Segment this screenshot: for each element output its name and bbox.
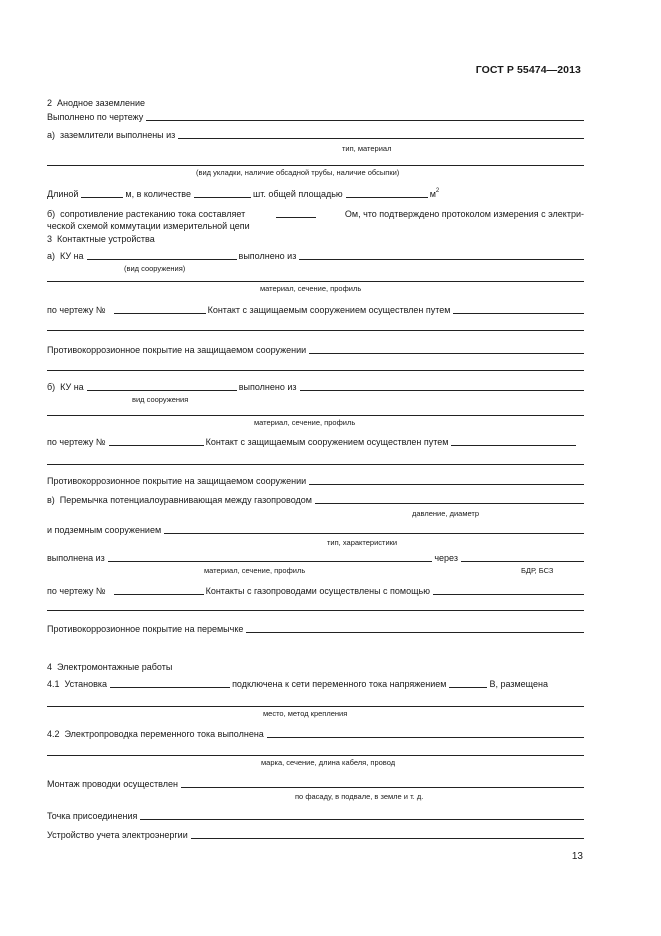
- ku-b-coating-row: Противокоррозионное покрытие на защищаемом сооружении: [47, 474, 584, 487]
- drawing-field-row: Выполнено по чертежу: [47, 110, 584, 123]
- jumper-material-row: выполнена из через: [47, 551, 584, 564]
- ku-b-material-line[interactable]: [47, 415, 584, 416]
- connection-row: Точка присоединения: [47, 809, 584, 822]
- ku-a-row: а) КУ на выполнено из: [47, 249, 584, 262]
- mount-field[interactable]: [181, 787, 584, 788]
- section-4-title: 4 Электромонтажные работы: [47, 662, 173, 672]
- ku-a-coating-row: Противокоррозионное покрытие на защищаемом сооружении: [47, 343, 584, 356]
- grounders-material-field[interactable]: [178, 138, 584, 139]
- ku-a-material-field[interactable]: [299, 259, 584, 260]
- resistance-row-cont: ческой схемой коммутации измерительной цепи: [47, 221, 250, 231]
- jumper-row: в) Перемычка потенциалоуравнивающая между газопроводом: [47, 493, 584, 506]
- caption-bdr: БДР, БСЗ: [521, 566, 554, 575]
- caption-material-b: материал, сечение, профиль: [254, 418, 356, 427]
- mount-row: Монтаж проводки осуществлен: [47, 777, 584, 790]
- caption-facade: по фасаду, в подвале, в земле и т. д.: [295, 792, 424, 801]
- wiring-row: 4.2 Электропроводка переменного тока выполнена: [47, 727, 584, 740]
- ku-b-structure-field[interactable]: [87, 390, 237, 391]
- count-field[interactable]: [194, 197, 251, 198]
- jumper-contacts-line[interactable]: [47, 610, 584, 611]
- ku-b-coating-field[interactable]: [309, 484, 584, 485]
- underground-row: и подземным сооружением: [47, 523, 584, 536]
- length-field[interactable]: [81, 197, 123, 198]
- caption-type-material: тип, материал: [342, 144, 392, 153]
- caption-laying: (вид укладки, наличие обсадной трубы, наличие обсыпки): [196, 168, 400, 177]
- drawing-field[interactable]: [146, 120, 584, 121]
- ku-a-contact-field[interactable]: [453, 313, 584, 314]
- ku-b-drawing-field[interactable]: [109, 445, 204, 446]
- caption-place: место, метод крепления: [263, 709, 348, 718]
- ku-b-row: б) КУ на выполнено из: [47, 380, 584, 393]
- ku-b-contact-field[interactable]: [451, 445, 576, 446]
- ku-a-drawing-field[interactable]: [114, 313, 206, 314]
- jumper-drawing-field[interactable]: [114, 594, 204, 595]
- ku-b-material-field[interactable]: [300, 390, 585, 391]
- section-2-title: 2 Анодное заземление: [47, 98, 146, 108]
- meter-field[interactable]: [191, 838, 584, 839]
- area-field[interactable]: [346, 197, 428, 198]
- caption-structure-a: (вид сооружения): [124, 264, 186, 273]
- meter-row: Устройство учета электроэнергии: [47, 828, 584, 841]
- resistance-row: б) сопротивление растеканию тока составляет Ом, что подтверждено протоколом измерения с электри-: [47, 209, 584, 219]
- ku-a-coating-line[interactable]: [47, 370, 584, 371]
- placement-line[interactable]: [47, 706, 584, 707]
- standard-header: ГОСТ Р 55474—2013: [475, 64, 581, 76]
- ku-a-material-line[interactable]: [47, 281, 584, 282]
- ku-b-drawing-row: по чертежу № Контакт с защищаемым сооружением осуществлен путем: [47, 435, 584, 448]
- caption-structure-b: вид сооружения: [132, 395, 189, 404]
- ku-a-structure-field[interactable]: [87, 259, 237, 260]
- caption-cable: марка, сечение, длина кабеля, провод: [261, 758, 396, 767]
- ku-a-drawing-row: по чертежу № Контакт с защищаемым сооружением осуществлен путем: [47, 303, 584, 316]
- page-number: 13: [571, 851, 583, 862]
- jumper-coating-row: Противокоррозионное покрытие на перемычке: [47, 622, 584, 635]
- installation-field[interactable]: [110, 687, 230, 688]
- resistance-field[interactable]: [276, 217, 316, 218]
- jumper-pipeline-field[interactable]: [315, 503, 584, 504]
- ku-a-coating-field[interactable]: [309, 353, 584, 354]
- jumper-coating-field[interactable]: [246, 632, 584, 633]
- section-3-title: 3 Контактные устройства: [47, 234, 155, 244]
- jumper-via-field[interactable]: [461, 561, 584, 562]
- ku-a-contact-line[interactable]: [47, 330, 584, 331]
- jumper-material-field[interactable]: [108, 561, 433, 562]
- cable-line[interactable]: [47, 755, 584, 756]
- grounders-row: а) заземлители выполнены из: [47, 128, 584, 141]
- length-row: Длиной м, в количестве шт. общей площадью м 2: [47, 188, 440, 199]
- caption-material-a: материал, сечение, профиль: [260, 284, 362, 293]
- laying-field[interactable]: [47, 165, 584, 166]
- voltage-field[interactable]: [449, 687, 487, 688]
- wiring-field[interactable]: [267, 737, 584, 738]
- caption-pressure: давление, диаметр: [412, 509, 479, 518]
- underground-field[interactable]: [164, 533, 584, 534]
- jumper-drawing-row: по чертежу № Контакты с газопроводами осуществлены с помощью: [47, 584, 584, 597]
- caption-material-jumper: материал, сечение, профиль: [204, 566, 306, 575]
- connection-field[interactable]: [140, 819, 584, 820]
- caption-type-char: тип, характеристики: [327, 538, 398, 547]
- ku-b-contact-line[interactable]: [47, 464, 584, 465]
- jumper-contacts-field[interactable]: [433, 594, 584, 595]
- installation-row: 4.1 Установка подключена к сети переменного тока напряжением В, размещена: [47, 679, 548, 689]
